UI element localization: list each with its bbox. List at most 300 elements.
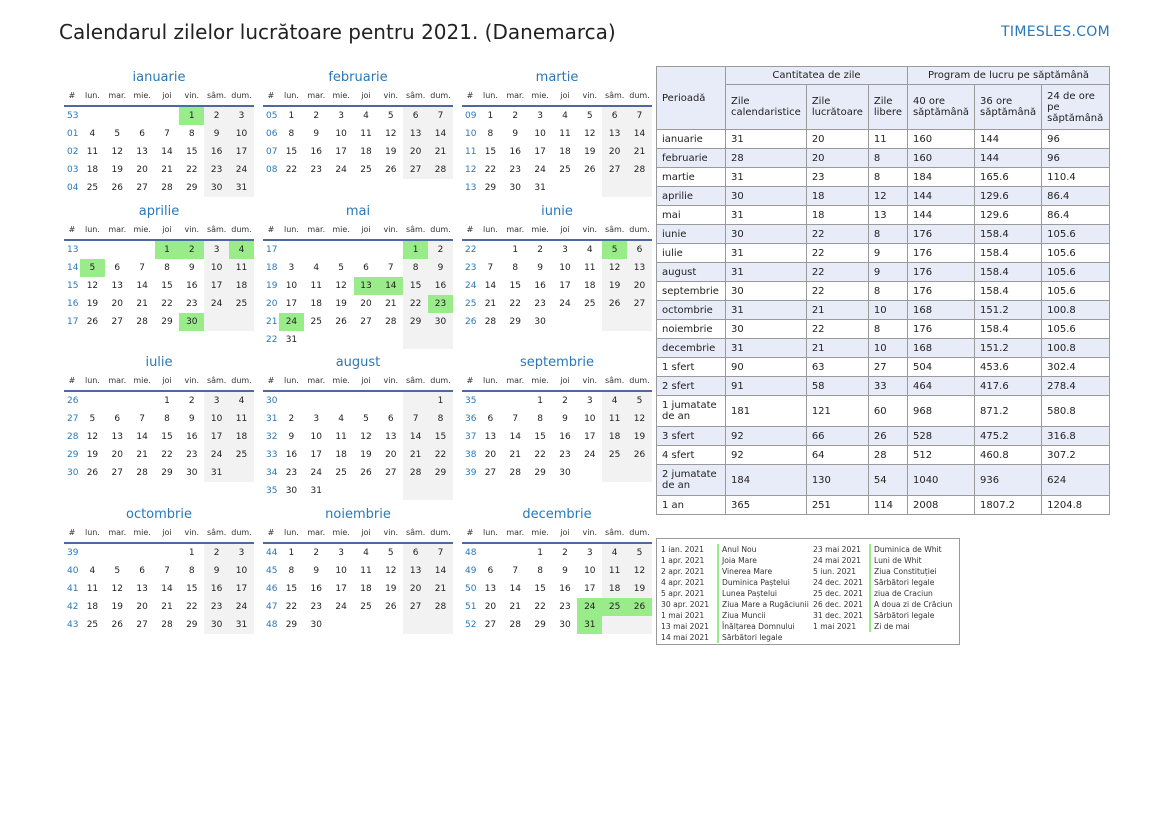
week-number: 20 xyxy=(266,299,278,309)
day-cell: 3 xyxy=(562,245,568,255)
weekday-label: mar. xyxy=(506,528,525,537)
week-number: 17 xyxy=(266,245,278,255)
value-cell: 453.6 xyxy=(975,358,1042,377)
weekday-label: vin. xyxy=(582,225,598,234)
weekday-header xyxy=(64,373,254,392)
day-cell xyxy=(329,241,354,259)
holiday-name: Ziua Muncii xyxy=(717,610,766,621)
week-row xyxy=(263,107,453,125)
day-cell: 9 xyxy=(512,129,519,139)
value-cell: 22 xyxy=(806,225,868,244)
value-cell: 365 xyxy=(726,496,807,515)
day-cell: 6 xyxy=(363,263,369,273)
day-cell: 8 xyxy=(188,129,195,139)
weekday-label: mar. xyxy=(307,225,326,234)
day-cell: 24 xyxy=(310,468,322,478)
day-cell: 7 xyxy=(428,544,453,562)
month-name: ianuarie xyxy=(132,70,186,85)
value-cell: 31 xyxy=(726,244,807,263)
day-cell xyxy=(204,313,229,331)
day-cell: 25 xyxy=(335,468,347,478)
day-cell: 18 xyxy=(229,277,254,295)
day-cell: 27 xyxy=(627,295,652,313)
week-number: 49 xyxy=(465,566,477,576)
value-cell: 30 xyxy=(726,225,807,244)
day-cell: 1 xyxy=(179,107,204,125)
day-cell: 24 xyxy=(279,313,304,331)
weekday-header xyxy=(263,222,453,241)
legend-item xyxy=(661,577,809,588)
day-cell: 15 xyxy=(285,584,298,594)
value-cell: 8 xyxy=(868,282,907,301)
week-number: 02 xyxy=(67,147,79,157)
week-row xyxy=(462,544,652,562)
week-row xyxy=(263,562,453,580)
weekday-label: joi xyxy=(361,528,371,537)
table-row xyxy=(657,225,1110,244)
week-number: 30 xyxy=(67,468,79,478)
weekday-header xyxy=(462,222,652,241)
table-row xyxy=(657,282,1110,301)
week-number-header: # xyxy=(68,376,76,385)
week-row xyxy=(263,616,453,634)
week-row xyxy=(64,562,254,580)
day-cell: 15 xyxy=(534,432,546,442)
period-cell: 3 sfert xyxy=(657,427,726,446)
day-cell: 15 xyxy=(186,147,198,157)
value-cell: 20 xyxy=(806,130,868,149)
day-cell: 12 xyxy=(584,129,596,139)
day-cell: 4 xyxy=(313,263,320,273)
value-cell: 871.2 xyxy=(975,396,1042,427)
legend-item xyxy=(661,566,809,577)
day-cell: 27 xyxy=(360,317,372,327)
week-number: 22 xyxy=(266,335,278,345)
day-cell: 4 xyxy=(602,544,627,562)
table-row xyxy=(657,465,1110,496)
holiday-name: Zi de mai xyxy=(869,621,910,632)
day-cell: 6 xyxy=(139,129,145,139)
day-cell: 26 xyxy=(602,295,627,313)
weekday-header xyxy=(64,222,254,241)
day-cell: 17 xyxy=(204,428,229,446)
day-cell: 15 xyxy=(509,281,521,291)
day-cell: 15 xyxy=(285,147,298,157)
day-cell: 27 xyxy=(111,317,123,327)
day-cell: 31 xyxy=(534,183,546,193)
day-cell: 13 xyxy=(111,281,123,291)
month-decembrie xyxy=(462,505,652,634)
day-cell: 16 xyxy=(204,580,229,598)
day-cell: 25 xyxy=(310,317,322,327)
weekday-label: vin. xyxy=(383,91,399,100)
day-cell: 2 xyxy=(512,111,519,121)
period-cell: martie xyxy=(657,168,726,187)
week-row xyxy=(263,125,453,143)
table-row xyxy=(657,149,1110,168)
week-row xyxy=(462,580,652,598)
period-cell: 1 an xyxy=(657,496,726,515)
day-cell xyxy=(378,331,403,349)
day-cell: 24 xyxy=(229,161,254,179)
day-cell: 2 xyxy=(562,396,568,406)
day-cell: 17 xyxy=(335,147,347,157)
holiday-name: Joia Mare xyxy=(717,555,757,566)
day-cell: 17 xyxy=(584,432,596,442)
day-cell: 30 xyxy=(285,486,298,496)
holiday-name: Ziua Mare a Rugăciunii xyxy=(717,599,809,610)
day-cell: 10 xyxy=(335,129,347,139)
week-row xyxy=(263,241,453,259)
week-row xyxy=(462,277,652,295)
week-number: 13 xyxy=(465,183,477,193)
weekday-header xyxy=(64,525,254,544)
day-cell: 6 xyxy=(627,241,652,259)
day-cell: 15 xyxy=(161,281,173,291)
weekday-label: lun. xyxy=(84,225,100,234)
day-cell xyxy=(80,107,105,125)
holiday-legend xyxy=(656,538,960,645)
day-cell: 11 xyxy=(602,410,627,428)
day-cell: 14 xyxy=(428,562,453,580)
day-cell xyxy=(229,464,254,482)
day-cell: 10 xyxy=(584,414,596,424)
week-row xyxy=(462,428,652,446)
week-row xyxy=(64,107,254,125)
day-cell xyxy=(503,544,528,562)
table-row xyxy=(657,427,1110,446)
value-cell: 60 xyxy=(868,396,907,427)
week-row xyxy=(462,562,652,580)
legend-item xyxy=(661,632,809,643)
day-cell xyxy=(478,392,503,410)
value-cell: 100.8 xyxy=(1042,301,1110,320)
weekday-label: mie. xyxy=(133,376,151,385)
day-cell: 2 xyxy=(562,548,568,558)
table-row xyxy=(657,187,1110,206)
day-cell: 19 xyxy=(335,299,347,309)
day-cell: 25 xyxy=(86,620,99,630)
day-cell xyxy=(478,241,503,259)
day-cell xyxy=(80,241,105,259)
value-cell: 31 xyxy=(726,206,807,225)
day-cell: 8 xyxy=(164,414,170,424)
weekday-label: vin. xyxy=(184,91,200,100)
day-cell: 21 xyxy=(428,580,453,598)
value-cell: 184 xyxy=(907,168,974,187)
day-cell: 10 xyxy=(584,566,596,576)
day-cell: 20 xyxy=(602,143,627,161)
week-row xyxy=(263,482,453,500)
weekday-label: lun. xyxy=(482,528,498,537)
day-cell xyxy=(304,331,329,349)
day-cell: 22 xyxy=(161,450,173,460)
week-row xyxy=(462,313,652,331)
day-cell: 29 xyxy=(186,183,198,193)
weekday-label: joi xyxy=(560,376,570,385)
month-noiembrie xyxy=(263,505,453,634)
day-cell xyxy=(403,331,428,349)
weekday-label: lun. xyxy=(283,376,299,385)
week-row xyxy=(462,295,652,313)
holiday-name: Lunea Paștelui xyxy=(717,588,777,599)
day-cell: 6 xyxy=(602,107,627,125)
table-row xyxy=(657,263,1110,282)
day-cell: 19 xyxy=(627,428,652,446)
day-cell: 17 xyxy=(204,277,229,295)
day-cell: 15 xyxy=(428,428,453,446)
period-cell: iunie xyxy=(657,225,726,244)
month-name: mai xyxy=(345,204,371,219)
value-cell: 464 xyxy=(907,377,974,396)
week-row xyxy=(462,598,652,616)
weekday-label: mie. xyxy=(531,225,549,234)
table-row xyxy=(657,496,1110,515)
weekday-label: vin. xyxy=(383,528,399,537)
legend-item xyxy=(661,610,809,621)
week-number: 39 xyxy=(67,548,79,558)
value-cell: 251 xyxy=(806,496,868,515)
holiday-date: 13 mai 2021 xyxy=(661,622,709,631)
day-cell: 1 xyxy=(403,241,428,259)
value-cell: 158.4 xyxy=(975,225,1042,244)
weekday-label: vin. xyxy=(383,376,399,385)
holiday-name: Duminica Paștelui xyxy=(717,577,790,588)
value-cell: 176 xyxy=(907,320,974,339)
legend-item xyxy=(813,577,952,588)
day-cell: 26 xyxy=(360,468,372,478)
value-cell: 114 xyxy=(868,496,907,515)
week-number: 29 xyxy=(67,450,79,460)
weekday-label: dum. xyxy=(231,528,252,537)
day-cell: 12 xyxy=(86,432,99,442)
week-number: 42 xyxy=(67,602,79,612)
day-cell: 31 xyxy=(285,335,298,345)
month-iulie xyxy=(64,353,254,482)
value-cell: 168 xyxy=(907,339,974,358)
value-cell: 151.2 xyxy=(975,301,1042,320)
weekday-label: mar. xyxy=(108,225,127,234)
day-cell: 5 xyxy=(338,263,344,273)
weekday-label: mie. xyxy=(332,91,350,100)
week-number-header: # xyxy=(466,376,474,385)
day-cell: 28 xyxy=(161,183,173,193)
day-cell xyxy=(329,616,354,634)
day-cell: 7 xyxy=(387,263,394,273)
day-cell: 26 xyxy=(86,468,99,478)
period-cell: 4 sfert xyxy=(657,446,726,465)
day-cell: 5 xyxy=(80,259,105,277)
value-cell: 417.6 xyxy=(975,377,1042,396)
day-cell xyxy=(577,464,602,482)
week-number: 26 xyxy=(67,396,79,406)
day-cell: 21 xyxy=(428,143,453,161)
week-number: 35 xyxy=(465,396,477,406)
day-cell: 4 xyxy=(89,566,96,576)
holiday-name: Sărbători legale xyxy=(717,632,782,643)
day-cell: 23 xyxy=(428,295,453,313)
value-cell: 86.4 xyxy=(1042,187,1110,206)
day-cell: 29 xyxy=(534,620,546,630)
value-cell: 31 xyxy=(726,301,807,320)
day-cell: 3 xyxy=(288,263,295,273)
week-row xyxy=(462,241,652,259)
day-cell: 1 xyxy=(428,392,453,410)
header-free-days: Zile libere xyxy=(868,85,907,130)
day-cell: 5 xyxy=(89,414,96,424)
day-cell: 30 xyxy=(559,620,571,630)
day-cell: 23 xyxy=(559,450,571,460)
table-row xyxy=(657,206,1110,225)
day-cell: 21 xyxy=(161,602,173,612)
value-cell: 176 xyxy=(907,263,974,282)
weekday-label: joi xyxy=(162,528,172,537)
page-title: Calendarul zilelor lucrătoare pentru 2021. (Danemarca) xyxy=(59,20,616,44)
day-cell: 30 xyxy=(509,183,521,193)
day-cell: 24 xyxy=(335,602,347,612)
day-cell: 18 xyxy=(602,580,627,598)
day-cell: 18 xyxy=(602,428,627,446)
day-cell: 16 xyxy=(428,277,453,295)
period-cell: noiembrie xyxy=(657,320,726,339)
day-cell: 30 xyxy=(186,468,198,478)
day-cell: 24 xyxy=(584,450,596,460)
day-cell: 16 xyxy=(285,450,298,460)
week-row xyxy=(462,446,652,464)
weekday-label: dum. xyxy=(629,225,650,234)
day-cell: 10 xyxy=(285,281,298,291)
week-row xyxy=(462,179,652,197)
day-cell: 19 xyxy=(385,584,397,594)
day-cell: 8 xyxy=(288,129,295,139)
day-cell: 12 xyxy=(385,129,397,139)
day-cell: 22 xyxy=(403,295,428,313)
day-cell xyxy=(354,392,379,410)
holiday-name: Anul Nou xyxy=(717,544,756,555)
day-cell: 2 xyxy=(179,241,204,259)
day-cell: 28 xyxy=(484,317,497,327)
weekday-label: joi xyxy=(361,225,371,234)
value-cell: 936 xyxy=(975,465,1042,496)
day-cell: 13 xyxy=(484,584,497,594)
value-cell: 91 xyxy=(726,377,807,396)
day-cell: 8 xyxy=(537,566,543,576)
day-cell: 12 xyxy=(385,566,397,576)
day-cell: 6 xyxy=(139,566,145,576)
month-name: septembrie xyxy=(520,355,594,370)
period-cell: octombrie xyxy=(657,301,726,320)
day-cell xyxy=(130,392,155,410)
weekday-label: mie. xyxy=(531,528,549,537)
weekday-header xyxy=(462,88,652,107)
holiday-name: ziua de Craciun xyxy=(869,588,933,599)
week-row xyxy=(263,446,453,464)
value-cell: 28 xyxy=(868,446,907,465)
day-cell: 27 xyxy=(484,468,497,478)
week-number: 37 xyxy=(465,432,477,442)
day-cell: 21 xyxy=(385,299,397,309)
day-cell: 1 xyxy=(288,111,295,121)
day-cell: 27 xyxy=(602,161,627,179)
day-cell: 19 xyxy=(111,165,123,175)
month-name: decembrie xyxy=(522,507,592,522)
week-number-header: # xyxy=(267,225,275,234)
week-row xyxy=(263,331,453,349)
week-number: 24 xyxy=(465,281,477,291)
day-cell xyxy=(627,616,652,634)
value-cell: 512 xyxy=(907,446,974,465)
day-cell: 16 xyxy=(310,584,322,594)
header-calendar-days: Zile calendaristice xyxy=(726,85,807,130)
day-cell xyxy=(577,179,602,197)
day-cell: 30 xyxy=(204,616,229,634)
day-cell: 4 xyxy=(602,392,627,410)
week-row xyxy=(263,313,453,331)
value-cell: 460.8 xyxy=(975,446,1042,465)
week-number: 14 xyxy=(67,263,79,273)
week-number: 10 xyxy=(465,129,477,139)
day-cell: 28 xyxy=(509,620,521,630)
holiday-date: 26 dec. 2021 xyxy=(813,600,863,609)
week-number: 17 xyxy=(67,317,79,327)
day-cell: 22 xyxy=(534,602,546,612)
day-cell: 20 xyxy=(111,299,123,309)
day-cell: 10 xyxy=(229,125,254,143)
day-cell: 20 xyxy=(385,450,397,460)
day-cell: 18 xyxy=(229,428,254,446)
day-cell: 29 xyxy=(161,468,173,478)
day-cell: 8 xyxy=(512,263,519,273)
day-cell: 13 xyxy=(136,584,148,594)
day-cell: 16 xyxy=(310,147,322,157)
day-cell: 5 xyxy=(387,548,394,558)
day-cell: 27 xyxy=(136,620,148,630)
day-cell: 2 xyxy=(204,544,229,562)
day-cell: 19 xyxy=(360,450,372,460)
weekday-label: sâm. xyxy=(405,225,426,234)
day-cell: 20 xyxy=(403,580,428,598)
day-cell: 7 xyxy=(512,566,519,576)
site-link[interactable]: TIMESLES.COM xyxy=(1001,24,1110,40)
day-cell: 9 xyxy=(537,263,543,273)
value-cell: 9 xyxy=(868,263,907,282)
table-row xyxy=(657,130,1110,149)
day-cell: 28 xyxy=(136,468,148,478)
day-cell: 28 xyxy=(509,468,521,478)
day-cell: 24 xyxy=(204,446,229,464)
value-cell: 20 xyxy=(806,149,868,168)
week-number: 43 xyxy=(67,620,79,630)
table-row xyxy=(657,244,1110,263)
table-row xyxy=(657,446,1110,465)
day-cell: 22 xyxy=(285,165,298,175)
day-cell: 25 xyxy=(559,165,571,175)
day-cell: 29 xyxy=(428,464,453,482)
holiday-name: Duminica de Whit xyxy=(869,544,942,555)
weekday-label: lun. xyxy=(482,225,498,234)
week-number: 32 xyxy=(266,432,278,442)
period-cell: septembrie xyxy=(657,282,726,301)
week-row xyxy=(64,446,254,464)
day-cell xyxy=(130,544,155,562)
week-row xyxy=(462,410,652,428)
day-cell xyxy=(378,392,403,410)
week-number: 05 xyxy=(266,111,278,121)
week-number-header: # xyxy=(466,225,474,234)
legend-item xyxy=(813,588,952,599)
value-cell: 21 xyxy=(806,339,868,358)
day-cell: 7 xyxy=(164,129,170,139)
